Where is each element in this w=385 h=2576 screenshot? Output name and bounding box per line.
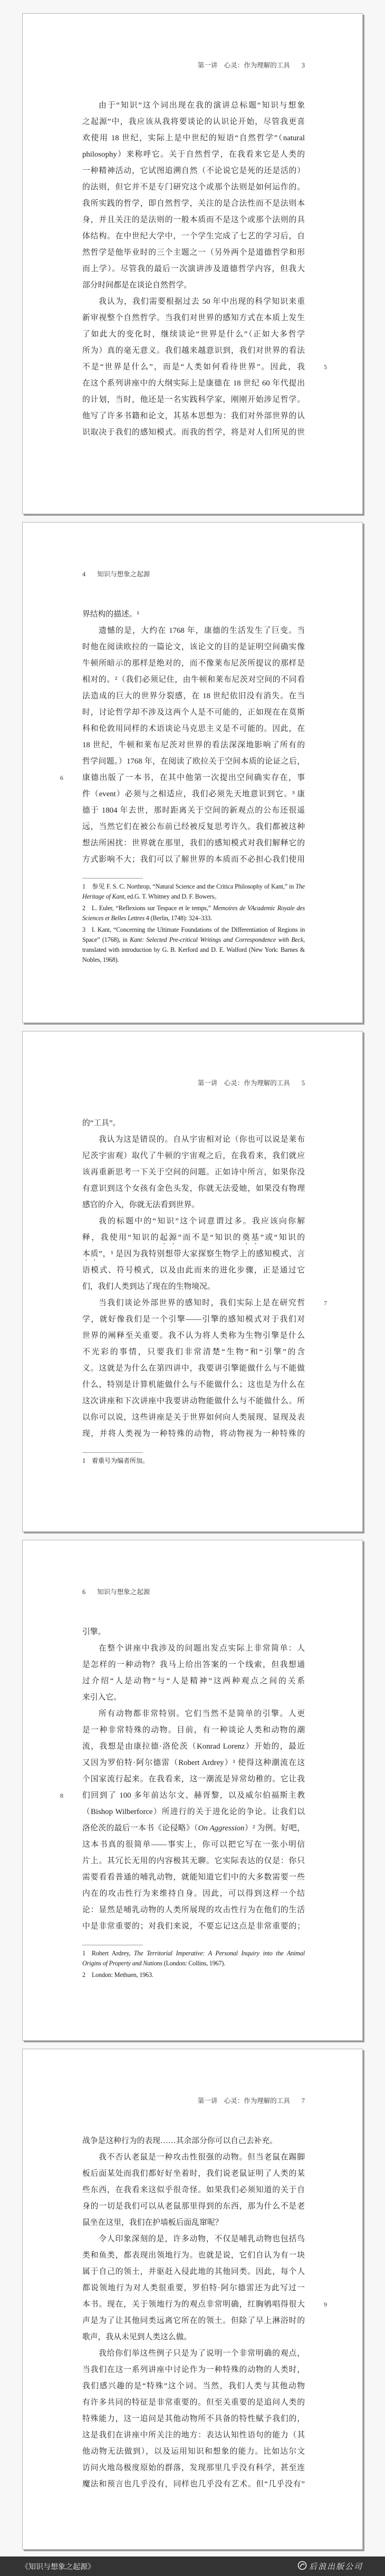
text-line (82, 1164, 305, 1181)
line-text: 在这个系列讲座中的大纲实际上是康德在 18 世纪 60 年代提出 (82, 379, 305, 388)
page-number: 3 (301, 62, 305, 69)
text-line (82, 408, 305, 424)
line-text: 这本书真的很简单——事实上，你可以把它写在一张小明信 (82, 1840, 305, 1849)
line-text: 部分时间都是在谈论自然哲学。 (82, 281, 192, 290)
line-text: 中是非常重要的；对我们来说，不要忘记这点是非常重要的； (82, 1922, 305, 1931)
text-line (82, 623, 305, 639)
line-text: 过介绍“人是动物”与“人是精神”这两种观点之间的关系 (82, 1677, 305, 1685)
line-text: 时他在阅读欧拉的一篇论文，该论文的目的是证明空间确实像 (82, 643, 305, 651)
text-line (82, 2313, 305, 2329)
footnotes (82, 878, 305, 965)
text-line (82, 786, 305, 803)
text-line (82, 688, 305, 705)
text-line (82, 147, 305, 163)
footnote-number: 2 (82, 1971, 85, 1979)
line-text: 有意识到这个女孩有金色头发，你就无法爱她，如果没有物理 (82, 1184, 305, 1193)
page-number: 7 (301, 2097, 305, 2105)
text-segment: ）² 为例。好吧， (244, 1824, 305, 1832)
line-text: 什么，特别是计算机能做什么与不能做什么；这也是为什么在 (82, 1381, 305, 1389)
line-text: 流，我想是由康拉德·洛伦茨（Konrad Lorenz）开始的，最近 (82, 1742, 305, 1751)
text-line (82, 721, 305, 737)
line-text: 德于 1804 年去世，那时距离关于空间的新观点的公布还很遥 (82, 806, 305, 815)
book-page (22, 2049, 363, 2550)
line-text: 内在的攻击性行为来维持自身。因此，可以得到这样一个结 (82, 1889, 305, 1898)
running-header (82, 2096, 305, 2106)
footnotes (82, 1945, 305, 1980)
text-line (82, 835, 305, 852)
line-text: 他写了许多书籍和论文，其基本思想为：我们对外部世界的认 (82, 412, 305, 420)
line-text: philosophy）来称呼它。关于自然哲学，在我看来它是人类的 (82, 150, 305, 159)
line-text: 的法则，但它并不是专门研究这个或那个法则是如何运作的。 (82, 183, 305, 191)
text-line (82, 2378, 305, 2395)
footnote-number: 3 (82, 926, 85, 933)
line-text: 不是“世界是什么”，而是“人类如何看待世界”。因此，我 (82, 363, 305, 371)
text-line (82, 261, 305, 277)
margin-page-number: 5 (324, 363, 327, 371)
line-text: 魔法和预言也几乎没有，同样也几乎没有艺术。但“几乎没有” (82, 2480, 305, 2488)
text-line (82, 343, 305, 359)
book-title: 《知识与想象之起源》 (21, 2563, 95, 2571)
text-line (82, 1804, 305, 1820)
text-line (82, 1279, 305, 1295)
text-line (82, 1673, 305, 1690)
line-text: 想法所困扰：世界就在那里，我们的感知模式对我们解释它的 (82, 839, 305, 847)
line-text: 现，并将人类视为一种特殊的动物，将动物视为一种特殊的 (82, 1430, 305, 1438)
line-text: 该再重新思考一下关于空间的问题。正如诗中所言，如果你没 (82, 1168, 305, 1176)
line-text: 件（event）必须与之相适应，我们必须先天地意识到它。³ 康 (82, 790, 305, 798)
text-line (82, 2460, 305, 2476)
text-line (82, 1262, 305, 1279)
line-text: 我所实践的哲学，即自然哲学，关注的是合法性而不是法则本 (82, 199, 305, 208)
line-text: 不光彩的事情，只要我们非常清楚“生物”和“引擎”的含 (82, 1348, 305, 1356)
text-line (82, 277, 305, 294)
emphasized-text: 奠基 (242, 1233, 261, 1242)
running-header-title: 第一讲 心灵：作为理解的工具 (197, 62, 290, 69)
footnote-text: I. Kant, “Concerning the Ultimate Foundations of the Differentiation of Regions in Space” (1768), in (82, 926, 305, 943)
footnote-text: Robert Ardrey, (91, 1950, 134, 1957)
footnote (82, 903, 305, 923)
italic-title: Memoires de VAcademic Royale des Sciences et Belles Lettres (82, 904, 305, 922)
text-line (82, 359, 327, 375)
line-text: 语模式、符号模式，以及由此而来的进化步骤，正是通过它 (82, 1266, 305, 1275)
footnote-text: 着重号为编者所加。 (91, 1457, 149, 1464)
line-text: 歌声，我从未见到人类这么做。 (82, 2333, 192, 2341)
line-text: 都说领地行为对人类很重要，罗伯特·阿尔德雷还为此写过一 (82, 2284, 305, 2292)
text-line (82, 2329, 305, 2346)
text-line (82, 2427, 305, 2444)
text-segment: ”而不是“知识的 (178, 1233, 242, 1242)
line-text: 18 世纪，牛顿和莱布尼茨对世界的看法深深地影响了所有的 (82, 741, 305, 749)
line-text: 学，就好像我们是一个引擎——引擎的感知模式对于我们对 (82, 1315, 305, 1324)
text-line (82, 179, 305, 196)
line-text: 一种精神活动，它试图追溯自然（不论说它是死的还是活的） (82, 167, 305, 175)
line-text: 世界的阐释至关重要。我不认为将人类称为生物引擎是什么 (82, 1332, 305, 1340)
footnotes (82, 1452, 305, 1466)
text-line (82, 1869, 305, 1886)
italic-title: The Territorial Imperative: A Personal Inquiry into the Animal Origins of Property and Nations (82, 1950, 305, 1967)
emphasized-text: 本质 (82, 1250, 99, 1258)
text-line (82, 310, 305, 326)
line-text: 康德出版了一本书，在其中他第一次提出空间确实存在，事 (82, 774, 305, 782)
text-line (82, 1246, 305, 1262)
text-line (82, 1148, 305, 1164)
text-line (82, 392, 305, 408)
text-line (82, 2280, 305, 2297)
line-text: 有许多共同的特征是非常重要的。但至关重要的是追问人类的 (82, 2398, 305, 2407)
line-text: 牛顿所暗示的那样是绝对的，而不像莱布尼茨所提议的那样是 (82, 659, 305, 668)
italic-title: The Heritage of Kant (82, 883, 305, 900)
margin-page-number: 9 (324, 2301, 327, 2308)
text-line (82, 1690, 305, 1706)
footnote (82, 925, 305, 965)
line-text: 相对的。²（我们必须记住，由牛顿和莱布尼茨对空间的不同看 (82, 676, 305, 684)
line-text: 片上。其冗长无用的内容极其无聊。它实际表达的仅是：你只 (82, 1857, 305, 1865)
text-line (82, 375, 305, 392)
text-segment: ”或“知识的 (260, 1233, 305, 1242)
line-text: 这是我们在讲座中所关注的地方：表达认知性语句的能力（其 (82, 2431, 305, 2439)
text-line (82, 655, 305, 672)
line-text: 的“工具”。 (82, 1119, 121, 1127)
line-text: 所有动物都非常特别。它们当然不是简单的引擎。人更 (99, 1710, 305, 1718)
line-text: 我的标题中的“知识”这个词意谓过多。我应该向你解 (99, 1217, 305, 1226)
text-line (82, 2346, 305, 2362)
page-body (60, 1624, 305, 1982)
margin-page-number: 8 (60, 1792, 63, 1799)
line-text: 来引入它。 (82, 1693, 121, 1702)
text-line (82, 326, 305, 343)
publisher-logo (297, 2561, 363, 2572)
book-page (22, 522, 363, 1023)
line-text: 我认为，我们需要根据过去 50 年中出现的科学知识来重 (99, 297, 305, 306)
page-body (82, 1115, 327, 1468)
line-text: 体结构。在中世纪大学中，一个学生完成了七艺的学习后，自 (82, 232, 305, 240)
footnote (82, 1970, 305, 1980)
text-segment: 洛伦茨的最后一本书《论侵略》（ (82, 1824, 198, 1832)
line-text: 需要看看普通的哺乳动物，就能知道它们中的大多数需要一些 (82, 1873, 305, 1882)
line-text: 个国家流行起来。在我看来，这一潮流是异常幼稚的。它让我 (82, 1775, 305, 1783)
text-line (82, 737, 305, 754)
text-line (82, 803, 305, 819)
text-line (82, 1886, 305, 1902)
footnote-text: 4 (Berlin, 1748): 324–333. (144, 914, 212, 922)
text-line (82, 705, 305, 721)
line-text: 身的一切是我们可以从老鼠那里得到的东西，那为什么不是老 (82, 2202, 305, 2211)
line-text: 遗憾的是，大约在 1768 年，康德的生活发生了巨变。当 (99, 626, 305, 635)
page-number: 6 (82, 1588, 86, 1596)
bottom-bar (0, 2556, 385, 2576)
running-header (82, 60, 305, 71)
line-text: 由于“知识”这个词出现在我的演讲总标题“知识与想象 (99, 101, 305, 110)
line-text: 法造成的巨大的世界分裂感，在 18 世纪依旧没有消失。在当 (82, 692, 305, 700)
line-text: 特殊能力，这一追问是其他动物所不具备的特性赋予我们的， (82, 2415, 305, 2423)
line-text: 属于自己的领土，并驱赶入侵此地的其他同类。因此，每个人 (82, 2268, 305, 2276)
text-line (82, 1837, 305, 1853)
text-line (82, 130, 305, 147)
line-text: 远，当然它们在被公布前已经被反复思考许久。我们都被这种 (82, 823, 305, 831)
text-line (82, 1641, 305, 1657)
text-line (82, 1328, 305, 1344)
text-line (82, 1344, 305, 1361)
text-line (82, 2247, 305, 2264)
text-line (82, 2264, 305, 2280)
text-line (82, 2411, 305, 2427)
line-text: 方式影响不大；我们可以了解世界的本质而不必担心我们使用 (82, 855, 305, 864)
footnote-text: (London: Collins, 1967). (162, 1960, 226, 1967)
line-text: 了如此大的变化时，继续谈论“世界是什么”（正如大多哲学 (82, 330, 305, 339)
line-text: 然哲学是他毕业时的三个主题之一（另外两个是道德哲学和形 (82, 248, 305, 257)
text-line (82, 294, 305, 310)
text-line (82, 1426, 305, 1442)
italic-title: On Aggression (198, 1824, 245, 1832)
line-text: 之起源”中，我应该从我将要谈论的认识论开始，尽管我更喜 (82, 118, 305, 126)
line-text: 科和伦敦用同样的术语谈论马克思主义是不可能的。因此，在 (82, 725, 305, 733)
text-segment: 释，我使用“知识的 (82, 1233, 160, 1242)
text-line (82, 196, 305, 212)
text-line (82, 2231, 305, 2247)
text-line (82, 2149, 305, 2166)
text-line (82, 1820, 305, 1837)
text-line (82, 2215, 305, 2231)
text-line (82, 1755, 305, 1771)
line-text: 些东西，在我看来这似乎很奇怪。如果我们必须知道的关于自 (82, 2186, 305, 2194)
line-text: 鼠坐在这里，我们在护墙板后面乱窜呢？ (82, 2218, 223, 2227)
text-line (82, 1361, 305, 1377)
margin-page-number: 6 (60, 774, 63, 782)
text-line (82, 2198, 305, 2215)
text-line (82, 2166, 305, 2182)
publisher-name: 后浪出版公司 (309, 2562, 363, 2571)
text-line (82, 1377, 305, 1393)
running-header-title: 知识与想象之起源 (97, 1588, 150, 1596)
text-line (82, 1918, 305, 1935)
line-text: 访问火地岛极度原始的群落，发现那里几乎没有科学，甚至连 (82, 2464, 305, 2472)
text-line (82, 1902, 305, 1918)
margin-page-number: 7 (324, 1299, 327, 1307)
running-header (82, 1078, 305, 1088)
line-text: 令人印象深刻的是，许多动物，不仅是哺乳动物也包括鸟 (99, 2235, 305, 2243)
line-text: 战争是这种行为的表现……其余部分你可以自己去补充。 (82, 2137, 277, 2145)
footnote-number: 1 (82, 883, 85, 890)
book-page (22, 1031, 363, 1532)
footnote-text: L. Euler, “Reflexions sur Tespace et le temps,” (91, 904, 213, 912)
line-text: 们回到了 100 多年前达尔文、赫胥黎，以及威尔伯福斯主教 (82, 1791, 305, 1800)
text-line (82, 754, 305, 770)
running-header-title: 第一讲 心灵：作为理解的工具 (197, 2097, 290, 2105)
line-text: 板后面某处而我们都好好坐着时，我们说老鼠证明了人类的某 (82, 2169, 305, 2178)
line-text: 身，并且关注的是法则的一般本质而不是这个或那个法则的具 (82, 216, 305, 224)
line-text: 新审视整个自然哲学。当我们对世界的感知方式在本质上发生 (82, 314, 305, 322)
text-line (82, 852, 305, 868)
line-text: 在整个讲座中我涉及的问题出发点实际上非常简单：人 (99, 1644, 305, 1653)
line-text: 我们感兴趣的是“特殊”这个词。当然，我们人类与其他动物 (82, 2382, 305, 2390)
footnote (82, 882, 305, 902)
footnote-text: , ed.G. T. Whitney and D. F. Bowers。 (124, 893, 220, 900)
line-text: 当我们在这一系列讲座中讨论作为一种特殊的动物的人类时， (82, 2366, 305, 2374)
footnote (82, 1456, 305, 1466)
line-text: 界结构的描述。¹ (82, 610, 140, 619)
italic-title: Kant: Selected Pre-critical Writings and Correspondence with Beck, (130, 936, 305, 943)
line-text: 欢使用 18 世纪，实际上是中世纪的短语“自然哲学”（natural (82, 134, 305, 142)
line-text: 义。这就是为什么在第四讲中，我要讲引擎能做什么与不能做 (82, 1364, 305, 1373)
text-segment: ”，¹ 是因为我特别想带大家探察生物学上的感知模式、言 (99, 1250, 305, 1258)
text-line (82, 228, 305, 245)
text-line (82, 424, 305, 441)
text-line (82, 98, 305, 114)
text-line (82, 639, 305, 655)
text-line (82, 1722, 305, 1739)
text-line (82, 114, 305, 130)
footnote-text: London: Methuen, 1963. (91, 1971, 153, 1979)
text-line (82, 1657, 305, 1673)
text-line (82, 2297, 327, 2313)
line-text: 哲学问题。）1768 年，在阅读了欧拉关于空间本质的论证之后， (82, 757, 305, 766)
running-header-title: 第一讲 心灵：作为理解的工具 (197, 1079, 290, 1087)
line-text: 我认为这是错误的。自从宇宙相对论（你也可以说是莱布 (99, 1135, 305, 1144)
text-line (82, 1853, 305, 1869)
line-text: 类和鱼类，都表现出领地行为。也就是说，它们自认为有一块 (82, 2251, 305, 2260)
line-text: 感官的介入，你就无法看到世界。 (82, 1201, 199, 1209)
text-line (82, 2395, 305, 2411)
line-text: 尼茨宇宙观）取代了牛顿的宇宙观之后，在我看来，我们就应 (82, 1152, 305, 1160)
text-line (82, 163, 305, 179)
line-text: 我不否认老鼠是一种攻击性很强的动物。但当老鼠在踢脚 (99, 2153, 305, 2162)
page-body (82, 98, 327, 441)
book-page (22, 13, 363, 514)
text-line (82, 2182, 305, 2198)
page-body (60, 606, 305, 967)
text-line (82, 245, 305, 261)
footnote-text: 参见 F. S. C. Northrop, “Natural Science and the Critica Philosophy of Kant,” in (91, 883, 296, 890)
running-header (82, 569, 305, 580)
line-text: 引擎。 (82, 1628, 106, 1636)
text-line (82, 1771, 305, 1788)
text-line (82, 2444, 305, 2460)
text-line (60, 1788, 305, 1804)
page-body (82, 2133, 327, 2493)
line-text: 声是为了让其他同类远离它所在的领土。但除了早上淋浴时的 (82, 2317, 305, 2325)
text-line (82, 2133, 305, 2149)
text-line (82, 819, 305, 835)
footnote-text: translated with introduction by G. B. Kerford and D. E. Walford (New York: Barnes & Nobles, 1968). (82, 946, 305, 963)
text-line (82, 212, 305, 228)
line-text: 的计划，当时，他还是一名实践科学家，刚刚开始涉足哲学。 (82, 395, 305, 404)
line-text: 是怎样的一种动物？我马上给出答案的一个线索，但我想通 (82, 1661, 305, 1669)
text-line (82, 2362, 305, 2378)
footnote (82, 1948, 305, 1969)
emphasized-text: 起源 (159, 1233, 178, 1242)
text-line (82, 1393, 305, 1410)
text-line (82, 606, 305, 623)
line-text: 是一种非常特殊的动物。目前，有一种谈论人类和动物的潮 (82, 1726, 305, 1734)
book-page (22, 1540, 363, 2041)
running-header (82, 1587, 305, 1597)
line-text: 本书。现在，关于领地行为的观点非常明确，红胸鸲唱得很大 (82, 2300, 305, 2309)
text-line (82, 1132, 305, 1148)
text-line (82, 1311, 305, 1328)
page-number: 5 (301, 1079, 305, 1087)
line-text: 他动物无法做到），以及运用知识和想象的能力。比如达尔文 (82, 2447, 305, 2456)
line-text: 们，我们人类到达了现在的生物境况。 (82, 1282, 215, 1291)
text-line (82, 1295, 327, 1311)
running-header-title: 知识与想象之起源 (97, 571, 150, 578)
text-line (82, 1181, 305, 1197)
text-line (60, 770, 305, 786)
publisher-logo-icon (297, 2561, 307, 2572)
text-line (82, 2476, 305, 2493)
line-text: 而上学）。尽管我的最后一次演讲涉及道德哲学内容，但我大 (82, 265, 305, 273)
text-line (82, 1410, 305, 1426)
line-text: 当我们谈论外部世界的感知时，我们实际上是在研究哲 (99, 1299, 305, 1307)
line-text: 以你可以说，这些讲座是关于世界如何向人类展现、显现及表 (82, 1413, 305, 1422)
line-text: 又因为罗伯特·阿尔德雷（Robert Ardrey）¹ 使得这种潮流在这 (82, 1759, 305, 1767)
line-text: 这次讲座和下次讲座中我要讲动物能做什么与不能做什么。所 (82, 1397, 305, 1405)
text-line (82, 1706, 305, 1722)
line-text: 时，讨论哲学却不涉及这两个人是不可能的，正如现在在莫斯 (82, 708, 305, 717)
footnote-number: 2 (82, 904, 85, 912)
line-text: 所为）真的毫无意义。我们越来越意识到，我们对世界的看法 (82, 346, 305, 355)
line-text: 论：显然是哺乳动物的人类所展现的攻击性行为在他们的生活 (82, 1906, 305, 1914)
footnote-number: 1 (82, 1950, 85, 1957)
line-text: （Bishop Wilberforce）所进行的关于进化论的争论。让我们以 (82, 1808, 305, 1816)
footnote-number: 1 (82, 1457, 85, 1464)
text-line (82, 1197, 305, 1213)
text-line (82, 1739, 305, 1755)
page-number: 4 (82, 571, 86, 578)
text-line (82, 1115, 305, 1132)
text-line (82, 672, 305, 688)
text-line (82, 1624, 305, 1641)
text-line (82, 1230, 305, 1246)
text-line (82, 1213, 305, 1230)
line-text: 我给你们举这些例子只是为了说明一个非常明确的观点， (99, 2349, 305, 2358)
line-text: 识取决于我们的感知模式。而我的哲学，将是对人们所见的世 (82, 428, 305, 437)
